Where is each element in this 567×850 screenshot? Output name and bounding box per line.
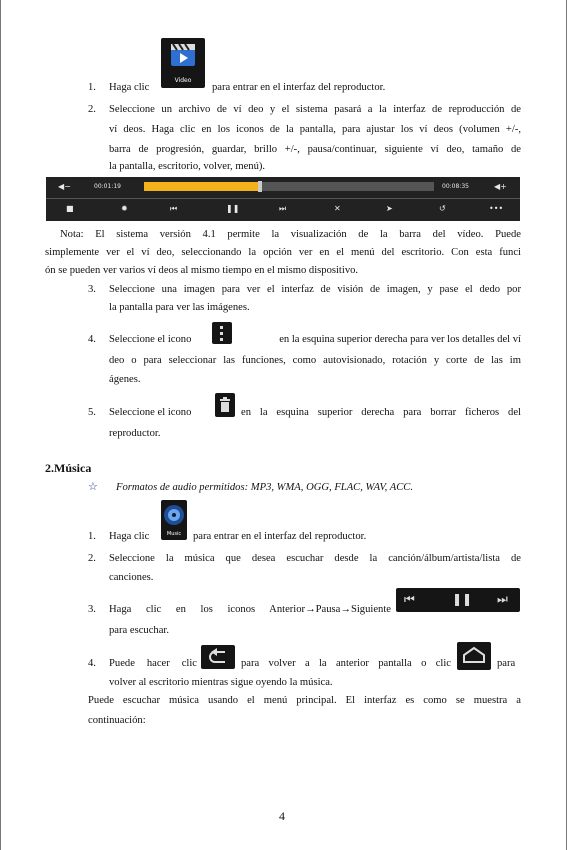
list-number: 2.	[88, 553, 96, 564]
item-text: Seleccione un archivo de ví deo y el sistema pasará a la interfaz de reproducción de	[109, 104, 521, 115]
item-text: la pantalla, escritorio, volver, menú).	[109, 161, 266, 172]
video-player-controls	[46, 177, 520, 221]
item-text: deo o para seleccionar las funciones, como autovisionado, rotación y corte de las im	[109, 355, 521, 366]
pause-icon: ❚❚	[452, 592, 473, 606]
item-text: ví deos. Haga clic en los iconos de la pantalla, para ajustar los ví deos (volumen +/-,	[109, 124, 521, 135]
item-text: canciones.	[109, 572, 154, 583]
note-text: ón se pueden ver varios ví deos al mismo tiempo en el mismo dispositivo.	[45, 265, 359, 276]
list-number: 4.	[88, 658, 96, 669]
menu-icon[interactable]: •••	[489, 204, 504, 213]
item-text: reproductor.	[109, 428, 161, 439]
next-icon: ⏭	[497, 592, 508, 606]
trash-icon	[215, 393, 235, 417]
brightness-icon[interactable]: ✹	[121, 204, 128, 213]
progress-handle[interactable]	[258, 181, 262, 192]
back-arrow-icon	[201, 645, 235, 669]
page-number: 4	[279, 809, 285, 823]
item-text: para escuchar.	[109, 625, 169, 636]
home-icon	[457, 642, 491, 670]
item-text: ágenes.	[109, 374, 141, 385]
music-app-icon	[161, 500, 187, 540]
body-text: Puede escuchar música usando el menú principal. El interfaz es como se muestra a	[88, 695, 521, 706]
item-text: en la esquina superior derecha para ver los detalles del ví	[279, 334, 521, 345]
svg-text:Music: Music	[166, 531, 182, 537]
item-text: Seleccione el icono	[109, 334, 192, 345]
music-controls-image	[396, 588, 520, 612]
item-text: Seleccione la música que desea escuchar desde la canción/álbum/artista/lista de	[109, 553, 521, 564]
list-number: 3.	[88, 284, 96, 295]
item-text: en la esquina superior derecha para borrar ficheros del	[241, 407, 521, 418]
next-icon[interactable]: ⏭	[279, 204, 287, 213]
progress-fill	[144, 182, 260, 191]
bookmark-icon[interactable]: ■	[66, 204, 74, 213]
total-time: 00:08:35	[442, 183, 469, 190]
page-border-left	[0, 0, 1, 850]
note-text: Nota: El sistema versión 4.1 permite la visualización de la barra del vídeo. Puede	[60, 229, 521, 240]
item-text: para	[497, 658, 516, 669]
item-text: para volver a la anterior pantalla o clic	[241, 658, 451, 669]
volume-down-icon[interactable]: ◀−	[58, 182, 71, 191]
item-text: la pantalla para ver las imágenes.	[109, 302, 250, 313]
item-text: para entrar en el interfaz del reproductor.	[212, 82, 386, 93]
progress-track[interactable]	[144, 182, 434, 191]
previous-icon: ⏮	[404, 592, 415, 606]
item-text: Seleccione una imagen para ver el interfaz de visión de imagen, y pase el dedo por	[109, 284, 521, 295]
previous-icon[interactable]: ⏮	[170, 204, 178, 213]
item-text: Haga clic	[109, 531, 150, 542]
list-number: 1.	[88, 531, 96, 542]
section-heading: 2.Música	[45, 461, 92, 475]
body-text: continuación:	[88, 715, 146, 726]
more-options-icon	[212, 322, 232, 344]
item-text: para entrar en el interfaz del reproductor.	[193, 531, 367, 542]
svg-text:Video: Video	[174, 77, 192, 84]
item-text: Haga clic	[109, 82, 150, 93]
back-icon[interactable]: ↺	[439, 204, 446, 213]
desktop-icon[interactable]: ➤	[386, 204, 393, 213]
list-number: 1.	[88, 82, 96, 93]
pause-icon[interactable]: ❚❚	[226, 204, 240, 213]
list-number: 2.	[88, 104, 96, 115]
item-text: barra de progresión, guardar, brillo +/-, pausa/continuar, siguiente ví deo, tamaño de	[109, 144, 521, 155]
item-text: volver al escritorio mientras sigue oyendo la música.	[109, 677, 333, 688]
list-number: 3.	[88, 604, 96, 615]
volume-up-icon[interactable]: ◀+	[494, 182, 507, 191]
current-time: 00:01:19	[94, 183, 121, 190]
list-number: 5.	[88, 407, 96, 418]
star-bullet-icon: ☆	[88, 480, 98, 493]
audio-formats: Formatos de audio permitidos: MP3, WMA, OGG, FLAC, WAV, ACC.	[116, 482, 414, 493]
screen-size-icon[interactable]: ✕	[334, 204, 341, 213]
item-text: Haga clic en los iconos Anterior→Pausa→Siguiente	[109, 604, 391, 615]
video-app-icon	[161, 38, 205, 88]
list-number: 4.	[88, 334, 96, 345]
item-text: Puede hacer clic	[109, 658, 197, 669]
item-text: Seleccione el icono	[109, 407, 192, 418]
note-text: simplemente ver el ví deo, seleccionando la opción ver en el menú del escritorio. Con esta funci	[45, 247, 521, 258]
